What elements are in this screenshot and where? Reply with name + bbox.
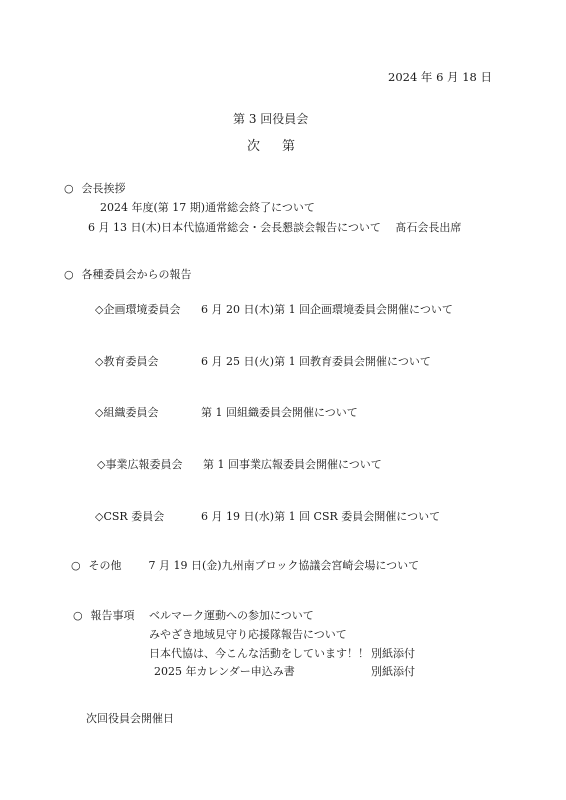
section-committees-heading — [64, 269, 192, 280]
section-other-detail: 7 月 19 日(金)九州南ブロック協議会宮崎会場について — [148, 559, 420, 572]
section-committees-label: 各種委員会からの報告 — [81, 268, 192, 281]
committee-item — [95, 356, 431, 367]
committee-item — [95, 304, 453, 315]
agenda-title: 次第 — [247, 139, 318, 154]
greeting-line-1: 2024 年度(第 17 期)通常総会終了について — [100, 201, 315, 214]
section-greeting-heading — [64, 183, 126, 194]
document-date: 2024 年 6 月 18 日 — [388, 70, 492, 84]
committee-name: ◇事業広報委員会 — [97, 458, 183, 471]
section-other-label: その他 — [88, 559, 122, 572]
section-reports-heading — [73, 610, 135, 621]
committee-name: ◇CSR 委員会 — [95, 510, 165, 523]
committee-item — [95, 407, 358, 418]
report-attachment-1: 別紙添付 — [371, 647, 415, 660]
committee-item — [97, 459, 382, 470]
report-line-2: みやざき地域見守り応援隊報告について — [149, 628, 347, 641]
committee-detail: 第 1 回事業広報委員会開催について — [203, 458, 382, 471]
committee-detail: 6 月 25 日(火)第 1 回教育委員会開催について — [201, 355, 431, 368]
meeting-title: 第 3 回役員会 — [233, 112, 309, 126]
section-reports-label: 報告事項 — [90, 609, 135, 622]
next-meeting-label: 次回役員会開催日 — [86, 712, 174, 725]
circle-bullet-icon: ○ — [71, 559, 81, 572]
report-line-3: 日本代協は、今こんな活動をしています！！ — [149, 647, 369, 660]
committee-name: ◇組織委員会 — [95, 406, 159, 419]
greeting-line-2: 6 月 13 日(木)日本代協通常総会・会長懇談会報告について 髙石会長出席 — [88, 221, 462, 234]
committee-name: ◇企画環境委員会 — [95, 303, 181, 316]
circle-bullet-icon: ○ — [64, 182, 74, 195]
section-greeting-label: 会長挨拶 — [81, 182, 126, 195]
committee-detail: 第 1 回組織委員会開催について — [201, 406, 358, 419]
committee-detail: 6 月 19 日(水)第 1 回 CSR 委員会開催について — [201, 510, 441, 523]
report-line-4: 2025 年カレンダー申込み書 — [154, 665, 295, 678]
committee-detail: 6 月 20 日(木)第 1 回企画環境委員会開催について — [201, 303, 453, 316]
section-other — [71, 560, 419, 571]
circle-bullet-icon: ○ — [73, 609, 83, 622]
committee-name: ◇教育委員会 — [95, 355, 159, 368]
committee-item — [95, 511, 440, 522]
report-line-1: ベルマーク運動への参加について — [149, 609, 314, 622]
report-attachment-2: 別紙添付 — [371, 665, 415, 678]
circle-bullet-icon: ○ — [64, 268, 74, 281]
